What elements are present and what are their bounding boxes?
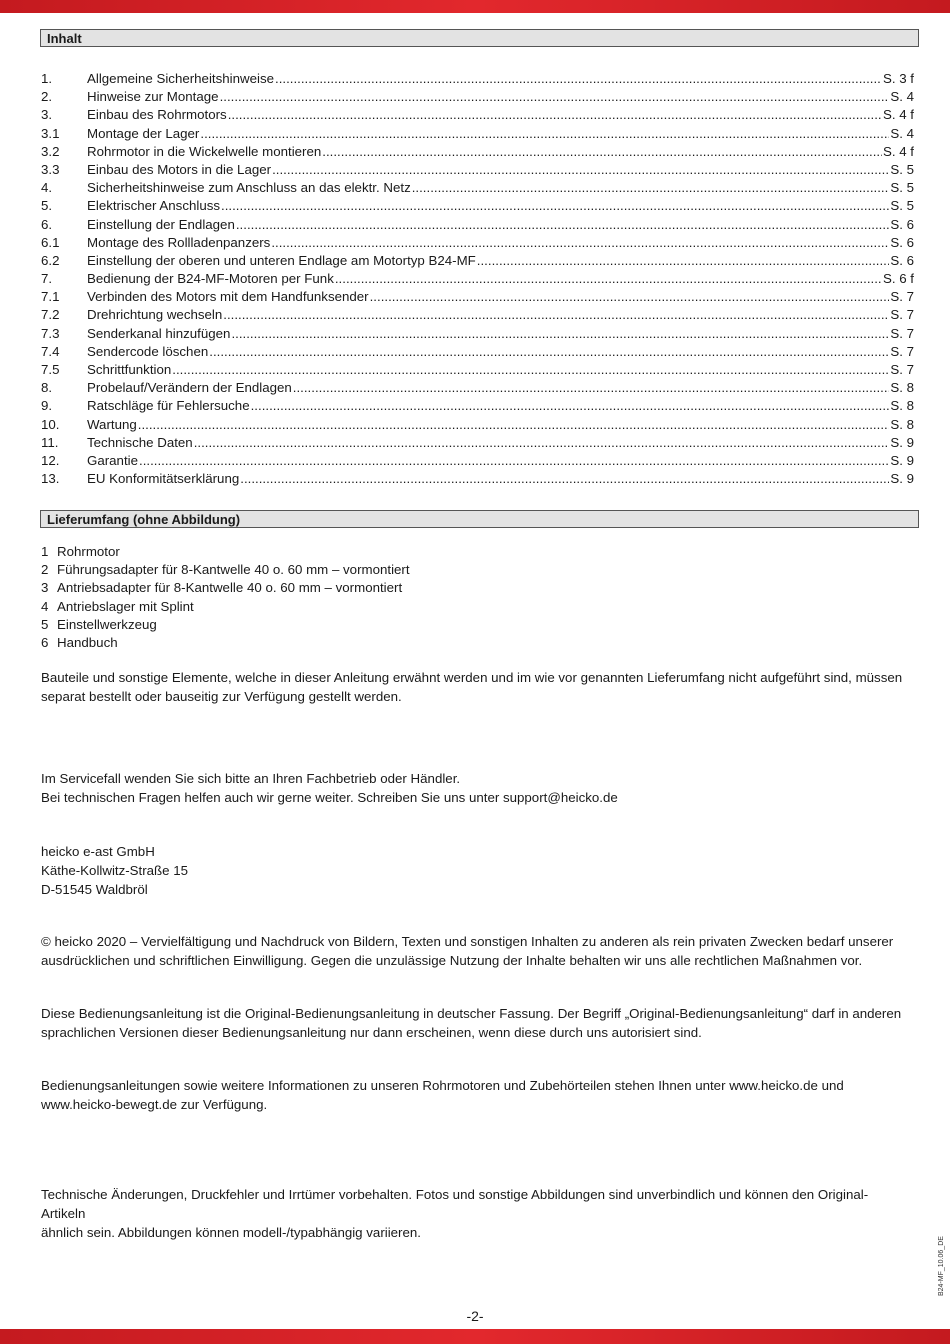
copyright-line: ausdrücklichen und schriftlichen Einwilligung. Gegen die unzulässige Nutzung der Inhalte behalten wir uns alle rechtlichen Maßnahmen vor. (41, 952, 863, 968)
toc-entry-title: Einbau des Rohrmotors (87, 107, 227, 123)
toc-dot-leader (293, 379, 890, 397)
toc-entry-page: S. 7 (890, 325, 914, 341)
toc-entry-number: 1. (41, 71, 53, 86)
toc-entry-title: Einstellung der Endlagen (87, 216, 235, 232)
toc-entry-title: Sendercode löschen (87, 343, 209, 359)
parts-note-line: Bauteile und sonstige Elemente, welche in dieser Anleitung erwähnt werden und im wie vor genannten Lieferumfang nicht aufgeführt sind, müssen (41, 670, 903, 685)
toc-entry-number: 5. (41, 198, 53, 214)
bottom-red-bar (0, 1329, 950, 1344)
scope-item-number: 6 (41, 635, 49, 651)
disclaimer-line: Technische Änderungen, Druckfehler und Irrtümer vorbehalten. Fotos und sonstige Abbildungen sind unverbindlich und können den Original-Artikeln (41, 1187, 869, 1221)
toc-entry (41, 470, 914, 488)
toc-entry (41, 88, 914, 106)
toc-entry-page: S. 4 f (882, 107, 914, 123)
toc-entry-number: 10. (41, 416, 60, 432)
toc-entry-number: 7.4 (41, 343, 60, 359)
toc-entry (41, 234, 914, 252)
toc-entry-page: S. 4 (890, 89, 914, 105)
service-paragraph (41, 770, 911, 808)
toc-entry-number: 13. (41, 471, 60, 487)
toc-entry-number: 3.3 (41, 161, 60, 177)
toc-entry-title: Probelauf/Verändern der Endlagen (87, 380, 292, 396)
toc-dot-leader (223, 306, 889, 324)
toc-entry (41, 361, 914, 379)
toc-entry-page: S. 6 (890, 234, 914, 250)
toc-dot-leader (412, 179, 890, 197)
toc-entry-title: Technische Daten (87, 434, 193, 450)
scope-item-number: 4 (41, 598, 49, 614)
toc-dot-leader (240, 470, 889, 488)
toc-entry-title: Senderkanal hinzufügen (87, 325, 231, 341)
toc-entry (41, 197, 914, 215)
toc-entry-page: S. 4 f (882, 143, 914, 159)
scope-item-number: 3 (41, 580, 49, 596)
toc-entry-title: Garantie (87, 452, 138, 468)
toc-entry-page: S. 8 (890, 416, 914, 432)
toc-dot-leader (231, 325, 889, 343)
more-info-paragraph (41, 1077, 911, 1115)
toc-entry-number: 8. (41, 380, 53, 396)
scope-item (41, 598, 410, 616)
toc-entry (41, 343, 914, 361)
toc-dot-leader (275, 70, 882, 88)
service-line: Bei technischen Fragen helfen auch wir gerne weiter. Schreiben Sie uns unter support@heicko.de (41, 789, 618, 805)
toc-entry-number: 6.1 (41, 234, 60, 250)
toc-entry (41, 325, 914, 343)
toc-entry-title: EU Konformitätserklärung (87, 471, 240, 487)
toc-entry (41, 416, 914, 434)
toc-entry-page: S. 7 (890, 307, 914, 323)
toc-dot-leader (335, 270, 882, 288)
toc-dot-leader (138, 416, 890, 434)
toc-entry-number: 9. (41, 398, 53, 414)
scope-of-delivery-list (41, 543, 410, 652)
original-manual-line: sprachlichen Versionen dieser Bedienungsanleitung nur dann erscheinen, wenn diese durch uns autorisiert sind. (41, 1024, 702, 1040)
scope-item-text: Einstellwerkzeug (57, 616, 157, 632)
toc-dot-leader (477, 252, 890, 270)
toc-dot-leader (221, 197, 889, 215)
toc-entry (41, 379, 914, 397)
toc-entry-page: S. 5 (890, 180, 914, 196)
toc-entry-number: 3.1 (41, 125, 60, 141)
top-red-bar (0, 0, 950, 13)
toc-entry-number: 3.2 (41, 143, 60, 159)
toc-entry-page: S. 9 (890, 471, 914, 487)
toc-dot-leader (272, 161, 889, 179)
scope-item-text: Führungsadapter für 8-Kantwelle 40 o. 60 mm – vormontiert (57, 562, 410, 578)
scope-item-number: 5 (41, 616, 49, 632)
toc-entry (41, 452, 914, 470)
original-manual-line: Diese Bedienungsanleitung ist die Original-Bedienungsanleitung in deutscher Fassung. Der Begriff „Original-Bedienungsanleitung“ darf in anderen (41, 1006, 902, 1021)
toc-header: Inhalt (40, 29, 919, 47)
toc-dot-leader (194, 434, 890, 452)
scope-item (41, 561, 410, 579)
toc-entry-page: S. 5 (890, 161, 914, 177)
toc-dot-leader (271, 234, 889, 252)
table-of-contents (41, 70, 914, 488)
disclaimer-paragraph (41, 1186, 911, 1242)
scope-item (41, 543, 410, 561)
scope-item (41, 616, 410, 634)
toc-entry-number: 6. (41, 216, 53, 232)
toc-entry (41, 434, 914, 452)
disclaimer-line: ähnlich sein. Abbildungen können modell-/typabhängig variieren. (41, 1224, 421, 1240)
more-info-line: www.heicko-bewegt.de zur Verfügung. (41, 1096, 268, 1112)
toc-entry-number: 7. (41, 271, 53, 287)
toc-entry-page: S. 6 (890, 252, 914, 268)
more-info-line: Bedienungsanleitungen sowie weitere Informationen zu unseren Rohrmotoren und Zubehörteilen stehen Ihnen unter www.heicko.de und (41, 1078, 844, 1093)
scope-item-number: 1 (41, 544, 49, 559)
toc-entry (41, 288, 914, 306)
scope-item-text: Rohrmotor (57, 544, 120, 559)
toc-entry-title: Ratschläge für Fehlersuche (87, 398, 250, 414)
toc-entry-page: S. 9 (890, 452, 914, 468)
toc-dot-leader (322, 143, 882, 161)
toc-entry-page: S. 3 f (882, 71, 914, 86)
toc-entry-page: S. 6 (890, 216, 914, 232)
toc-entry (41, 216, 914, 234)
toc-entry (41, 70, 914, 88)
toc-entry-title: Sicherheitshinweise zum Anschluss an das elektr. Netz (87, 180, 411, 196)
document-code: B24-MF_10.06_DE (938, 1236, 945, 1296)
toc-entry-title: Montage der Lager (87, 125, 200, 141)
original-manual-paragraph (41, 1005, 911, 1043)
copyright-line: © heicko 2020 – Vervielfältigung und Nachdruck von Bildern, Texten und sonstigen Inhalten zu anderen als rein privaten Zwecken bedarf unserer (41, 934, 894, 949)
toc-dot-leader (228, 106, 882, 124)
scope-item-text: Handbuch (57, 635, 118, 651)
toc-entry-title: Einstellung der oberen und unteren Endlage am Motortyp B24-MF (87, 252, 476, 268)
toc-entry (41, 397, 914, 415)
parts-note-line: separat bestellt oder bauseitig zur Verfügung gestellt werden. (41, 688, 402, 704)
toc-entry (41, 143, 914, 161)
scope-item-text: Antriebsadapter für 8-Kantwelle 40 o. 60 mm – vormontiert (57, 580, 403, 596)
toc-entry-page: S. 8 (890, 380, 914, 396)
toc-entry (41, 179, 914, 197)
company-name: heicko e-ast GmbH (41, 844, 155, 859)
toc-entry-number: 7.1 (41, 289, 60, 305)
toc-dot-leader (220, 88, 890, 106)
toc-dot-leader (370, 288, 890, 306)
toc-entry-number: 4. (41, 180, 53, 196)
toc-entry-title: Montage des Rollladenpanzers (87, 234, 271, 250)
toc-entry-number: 6.2 (41, 252, 60, 268)
toc-dot-leader (251, 397, 890, 415)
toc-entry-title: Verbinden des Motors mit dem Handfunksender (87, 289, 369, 305)
toc-entry-page: S. 4 (890, 125, 914, 141)
toc-entry-title: Rohrmotor in die Wickelwelle montieren (87, 143, 322, 159)
parts-note-paragraph (41, 669, 911, 707)
toc-entry-page: S. 7 (890, 362, 914, 377)
toc-entry (41, 106, 914, 124)
toc-entry-page: S. 8 (890, 398, 914, 414)
scope-item-number: 2 (41, 562, 49, 578)
toc-entry-page: S. 7 (890, 343, 914, 359)
company-address (41, 843, 911, 899)
toc-entry-number: 7.2 (41, 307, 60, 323)
toc-entry-title: Bedienung der B24-MF-Motoren per Funk (87, 271, 334, 287)
toc-entry-number: 7.5 (41, 362, 60, 377)
toc-entry-page: S. 6 f (882, 271, 914, 287)
toc-dot-leader (209, 343, 889, 361)
toc-entry (41, 252, 914, 270)
company-city: D-51545 Waldbröl (41, 881, 148, 897)
toc-entry-title: Schrittfunktion (87, 362, 172, 377)
scope-item-text: Antriebslager mit Splint (57, 598, 194, 614)
toc-entry (41, 270, 914, 288)
toc-entry-number: 7.3 (41, 325, 60, 341)
toc-entry (41, 306, 914, 324)
toc-entry-title: Hinweise zur Montage (87, 89, 219, 105)
page-number: -2- (466, 1308, 484, 1324)
toc-entry-title: Allgemeine Sicherheitshinweise (87, 71, 274, 86)
scope-item (41, 634, 410, 652)
toc-entry-title: Drehrichtung wechseln (87, 307, 223, 323)
toc-entry-title: Elektrischer Anschluss (87, 198, 221, 214)
toc-dot-leader (172, 361, 889, 379)
company-street: Käthe-Kollwitz-Straße 15 (41, 862, 189, 878)
toc-dot-leader (200, 125, 889, 143)
toc-entry-page: S. 9 (890, 434, 914, 450)
toc-entry (41, 125, 914, 143)
toc-entry-page: S. 5 (890, 198, 914, 214)
toc-entry (41, 161, 914, 179)
scope-header: Lieferumfang (ohne Abbildung) (40, 510, 919, 528)
toc-entry-title: Einbau des Motors in die Lager (87, 161, 272, 177)
toc-entry-title: Wartung (87, 416, 137, 432)
toc-entry-number: 12. (41, 452, 60, 468)
toc-dot-leader (139, 452, 889, 470)
toc-entry-number: 2. (41, 89, 53, 105)
toc-entry-number: 3. (41, 107, 53, 123)
copyright-paragraph (41, 933, 911, 971)
service-line: Im Servicefall wenden Sie sich bitte an Ihren Fachbetrieb oder Händler. (41, 771, 461, 786)
toc-entry-number: 11. (41, 434, 59, 450)
scope-item (41, 579, 410, 597)
toc-entry-page: S. 7 (890, 289, 914, 305)
toc-dot-leader (236, 216, 889, 234)
